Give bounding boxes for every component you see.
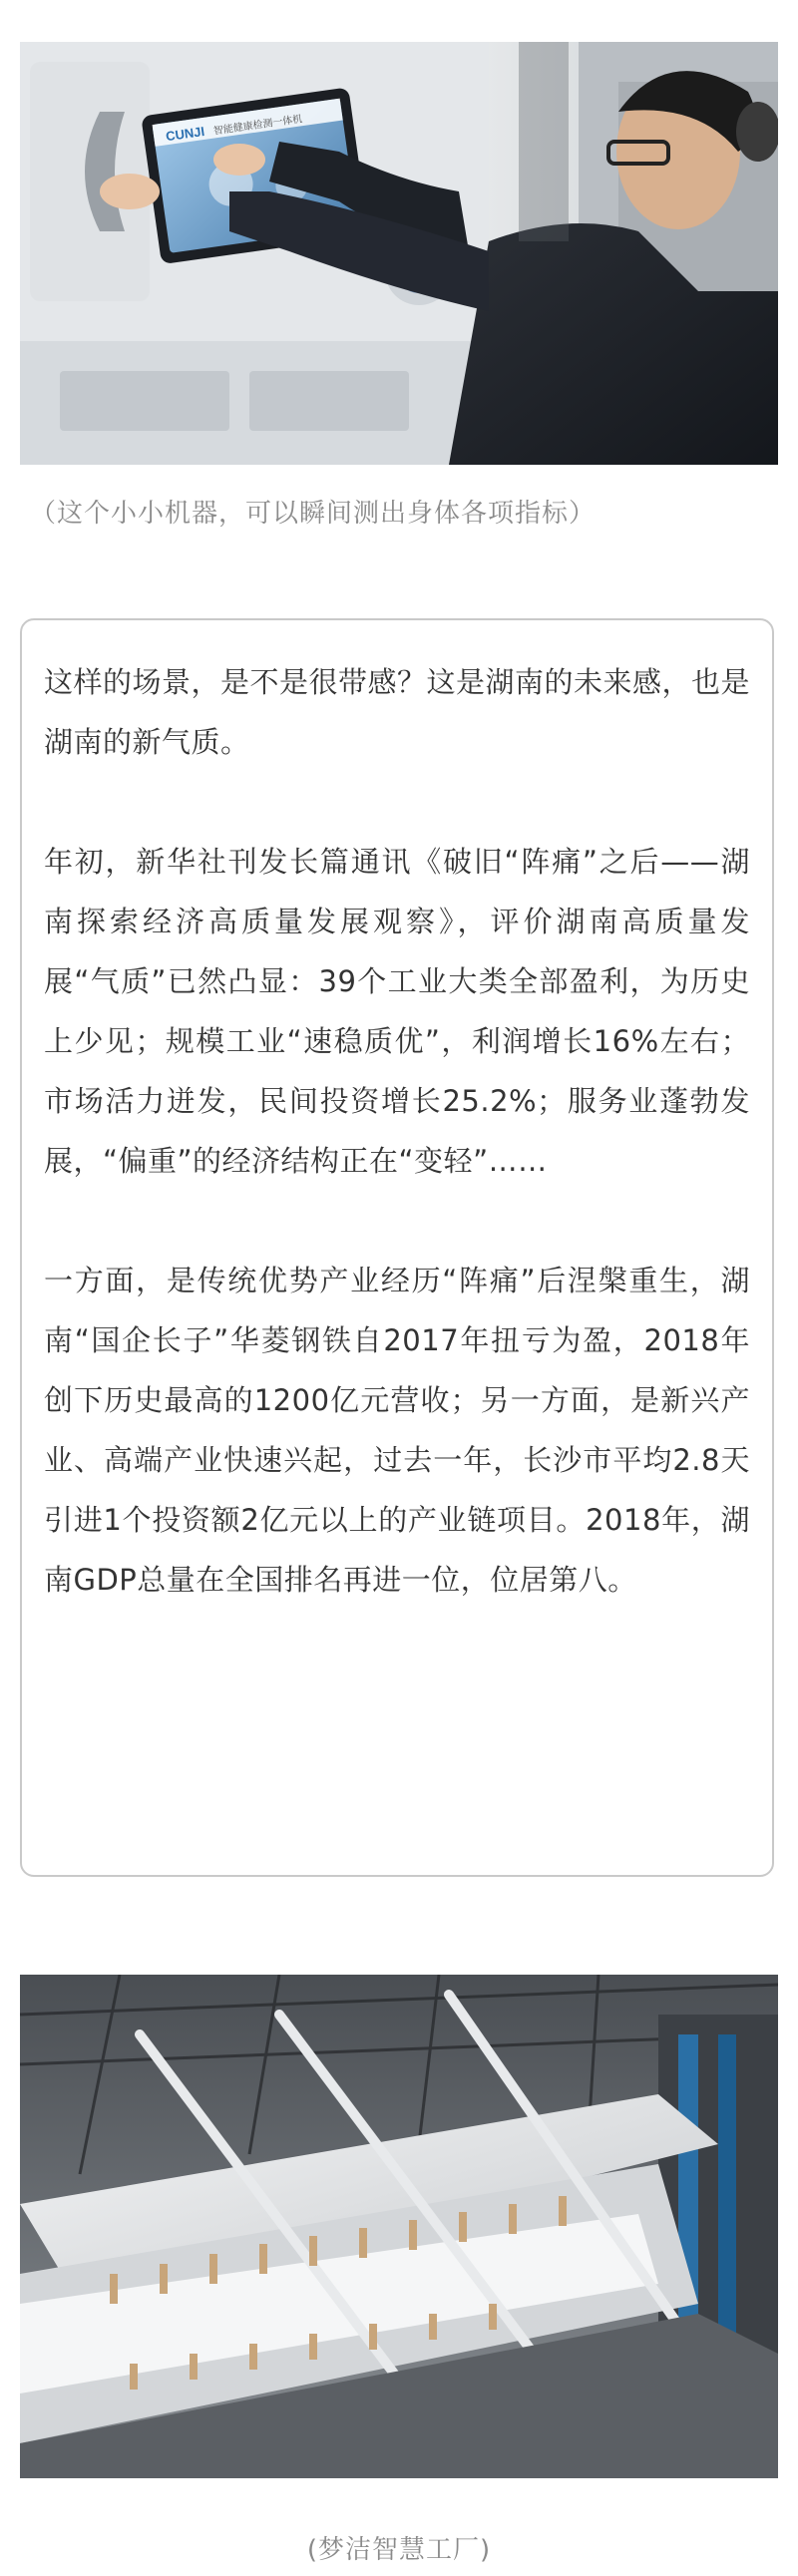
factory-photo bbox=[20, 1975, 778, 2478]
article-card bbox=[20, 618, 774, 1877]
factory-caption: (梦洁智慧工厂) bbox=[306, 2535, 492, 2565]
kiosk-screen-text: 智能健康检测一体机 bbox=[212, 114, 303, 138]
factory-illustration bbox=[20, 1975, 778, 2478]
kiosk-photo bbox=[20, 42, 778, 465]
article-paragraph-1: 这样的场景，是不是很带感？这是湖南的未来感，也是湖南的新气质。 bbox=[44, 665, 751, 759]
article-paragraph-2: 年初，新华社刊发长篇通讯《破旧“阵痛”之后——湖南探索经济高质量发展观察》，评价湖南高质量发展“气质”已然凸显：39个工业大类全部盈利，为历史上少见；规模工业“速稳质优”，利润增长16%左右；市场活力迸发，民间投资增长25.2%；服务业蓬勃发展，“偏重”的经济结构正在“变轻”…… bbox=[44, 845, 750, 1178]
article-paragraph-3: 一方面，是传统优势产业经历“阵痛”后涅槃重生，湖南“国企长子”华菱钢铁自2017年扭亏为盈，2018年创下历史最高的1200亿元营收；另一方面，是新兴产业、高端产业快速兴起，过去一年，长沙市平均2.8天引进1个投资额2亿元以上的产业链项目。2018年，湖南GDP总量在全国排名再进一位，位居第八。 bbox=[44, 1264, 750, 1597]
kiosk-screen-brand: CUNJI bbox=[165, 123, 205, 145]
kiosk-illustration bbox=[20, 42, 778, 465]
kiosk-caption: （这个小小机器，可以瞬间测出身体各项指标） bbox=[30, 499, 597, 529]
